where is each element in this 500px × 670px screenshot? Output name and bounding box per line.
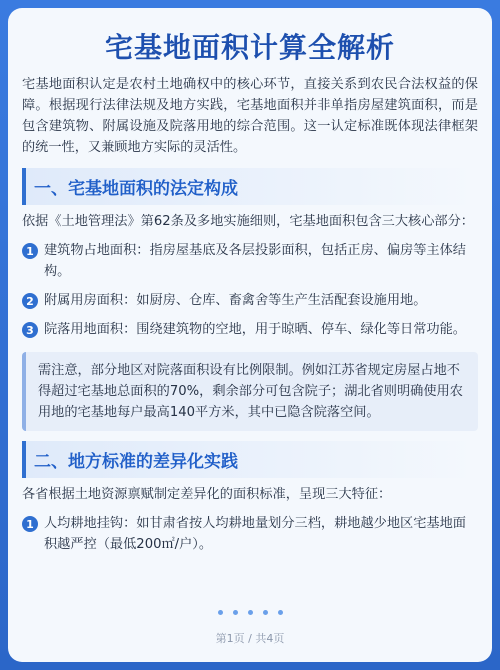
pagination-dots[interactable] (8, 610, 492, 615)
pagination-dot-icon[interactable] (218, 610, 223, 615)
list-item-text: 建筑物占地面积：指房屋基底及各层投影面积，包括正房、偏房等主体结构。 (44, 243, 466, 279)
section-title-2: 二、地方标准的差异化实践 (34, 452, 238, 472)
list-item (22, 513, 478, 555)
number-badge-icon: 1 (22, 243, 38, 259)
section-2-lead: 各省根据土地资源禀赋制定差异化的面积标准，呈现三大特征： (22, 487, 392, 502)
number-badge-icon: 3 (22, 322, 38, 338)
pagination-dot-icon[interactable] (278, 610, 283, 615)
section-header-1 (22, 168, 478, 205)
list-item-text: 附属用房面积：如厨房、仓库、畜禽舍等生产生活配套设施用地。 (44, 293, 427, 308)
page-indicator: 第1页 / 共4页 (215, 632, 285, 645)
section-1-lead: 依据《土地管理法》第62条及多地实施细则，宅基地面积包含三大核心部分： (22, 214, 474, 229)
section-title-1: 一、宅基地面积的法定构成 (34, 179, 238, 199)
list-item-text: 院落用地面积：围绕建筑物的空地，用于晾晒、停车、绿化等日常功能。 (44, 322, 466, 337)
number-badge-icon: 1 (22, 516, 38, 532)
section-header-2 (22, 441, 478, 478)
content-card (8, 8, 492, 662)
list-item-text: 人均耕地挂钩：如甘肃省按人均耕地量划分三档，耕地越少地区宅基地面积越严控（最低200㎡/户）。 (44, 516, 466, 552)
list-item (22, 240, 478, 282)
pagination-dot-icon[interactable] (233, 610, 238, 615)
pagination-dot-icon[interactable] (263, 610, 268, 615)
list-item (22, 290, 478, 311)
article-body (22, 74, 478, 555)
note-callout: 需注意，部分地区对院落面积设有比例限制。例如江苏省规定房屋占地不得超过宅基地总面积的70%，剩余部分可包含院子；湖北省则明确使用农用地的宅基地每户最高140平方米，其中已隐含院落空间。 (22, 352, 478, 431)
list-item (22, 319, 478, 340)
intro-paragraph: 宅基地面积认定是农村土地确权中的核心环节，直接关系到农民合法权益的保障。根据现行法律法规及地方实践，宅基地面积并非单指房屋建筑面积，而是包含建筑物、附属设施及院落用地的综合范围。这一认定标准既体现法律框架的统一性，又兼顾地方实际的灵活性。 (22, 77, 478, 155)
pagination-dot-icon[interactable] (248, 610, 253, 615)
number-badge-icon: 2 (22, 293, 38, 309)
page-title: 宅基地面积计算全解析 (104, 31, 395, 64)
